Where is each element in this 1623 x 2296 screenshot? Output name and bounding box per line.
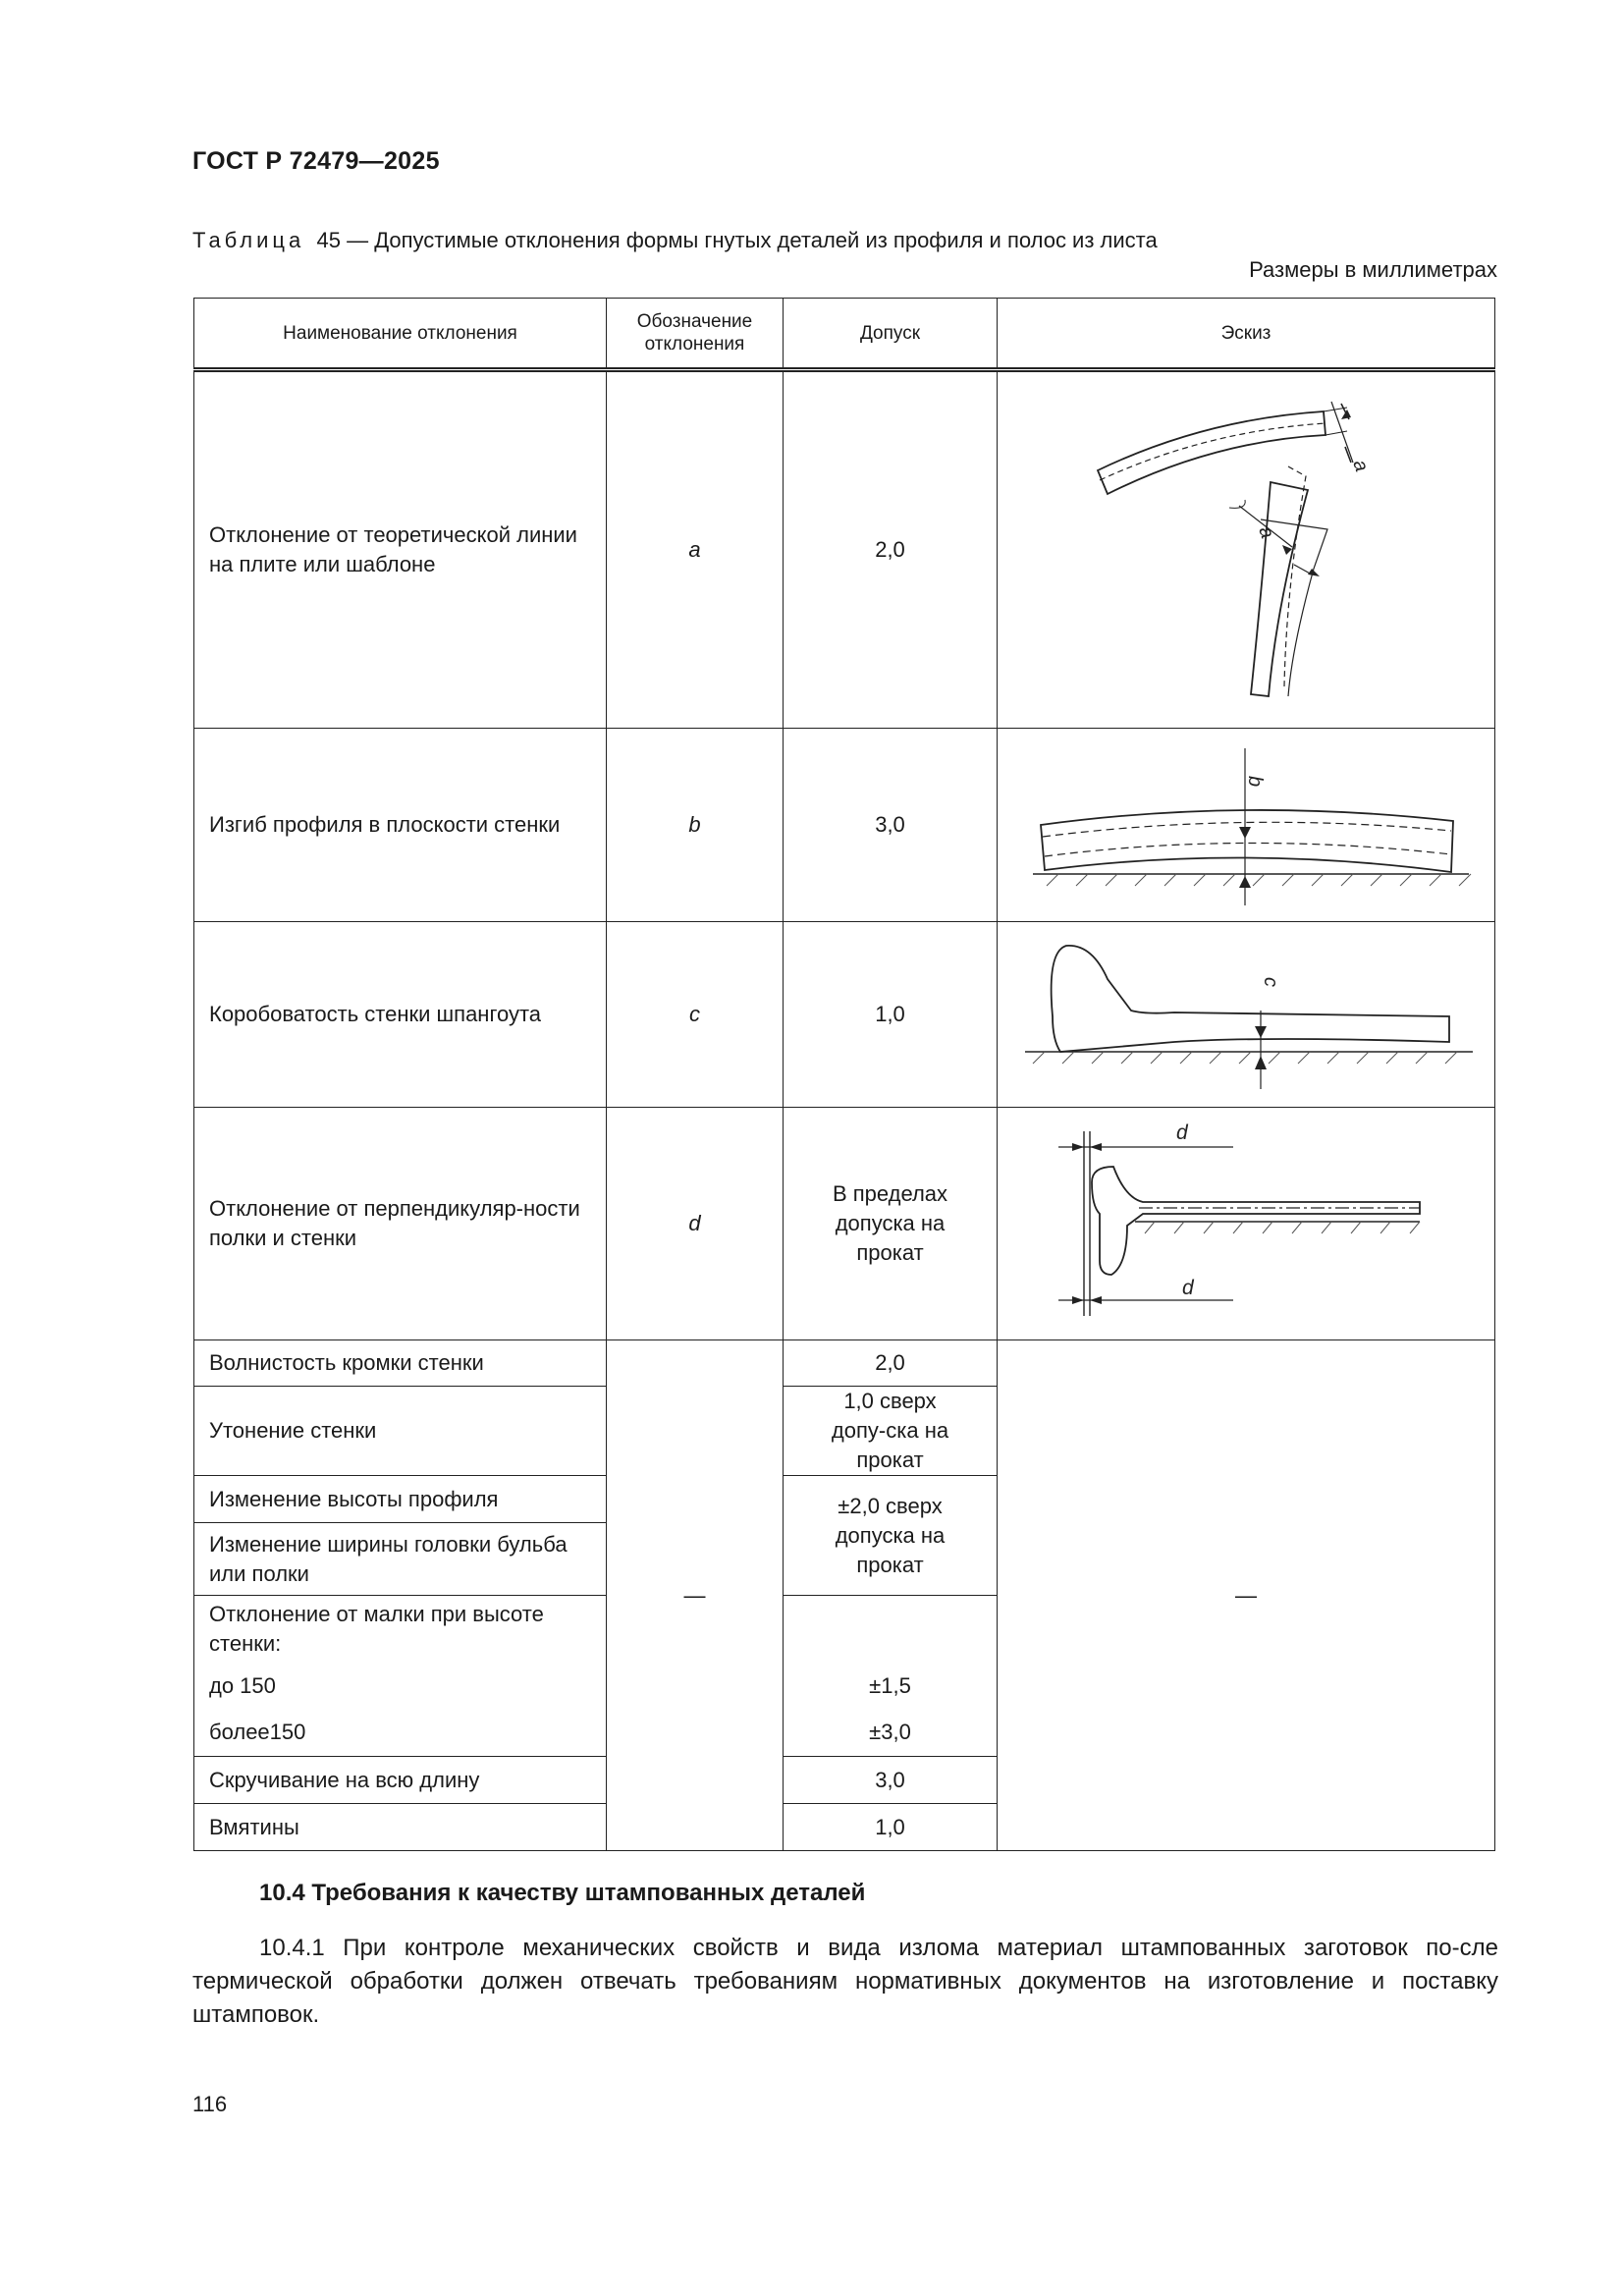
page-number: 116 [192,2092,228,2116]
deviation-subname: более150 [194,1710,607,1757]
deviation-symbol: a [607,370,784,729]
deviation-tolerance: ±1,5 [784,1663,998,1710]
col-header-symbol: Обозначение отклонения [607,299,784,370]
sketch-a [998,370,1495,729]
sketch-b [998,729,1495,922]
sketch-c [998,922,1495,1108]
deviation-name: Вмятины [194,1804,607,1851]
symbol-dash: — [607,1340,784,1851]
deviation-tolerance: 2,0 [784,370,998,729]
deviation-tolerance: 2,0 [784,1340,998,1387]
deviation-name: Изменение ширины головки бульба или полки [194,1523,607,1596]
deviation-symbol: c [607,922,784,1108]
sketch-dash: — [998,1340,1495,1851]
deviation-name: Изгиб профиля в плоскости стенки [194,729,607,922]
body-paragraph: 10.4.1 При контроле механических свойств и вида излома материал штампованных заготовок по-сле термической обработки должен отвечать требованиям нормативных документов на изготовление и поставку штамповок. [192,1935,1498,2028]
sketch-b-drawing [998,729,1492,921]
svg-text:a: a [1254,523,1278,542]
deviation-name: Волнистость кромки стенки [194,1340,607,1387]
svg-text:c: c [1260,977,1281,987]
col-header-tolerance: Допуск [784,299,998,370]
deviation-tolerance: 3,0 [784,729,998,922]
deviation-name: Отклонение от перпендикуляр-ности полки и стенки [194,1108,607,1340]
table-row [194,922,1495,1108]
col-header-name: Наименование отклонения [194,299,607,370]
table-caption: Таблица 45 — Допустимые отклонения формы гнутых деталей из профиля и полос из листа [192,228,1158,252]
deviation-subname: до 150 [194,1663,607,1710]
deviation-tolerance: ±2,0 сверх допуска на прокат [784,1476,998,1596]
table-row [194,1108,1495,1340]
document-header: ГОСТ Р 72479—2025 [192,147,440,175]
deviation-name: Изменение высоты профиля [194,1476,607,1523]
deviation-tolerance: 3,0 [784,1757,998,1804]
deviation-name: Отклонение от малки при высоте стенки: [194,1596,607,1663]
table-row [194,1340,1495,1387]
units-note: Размеры в миллиметрах [1249,257,1497,282]
deviation-tolerance [784,1596,998,1663]
deviation-name: Коробоватость стенки шпангоута [194,922,607,1108]
deviation-symbol: b [607,729,784,922]
deviation-name: Отклонение от теоретической линии на плите или шаблоне [194,370,607,729]
sketch-d [998,1108,1495,1340]
svg-text:d: d [1176,1121,1188,1144]
tolerance-table [193,298,1495,1851]
deviation-tolerance: 1,0 [784,1804,998,1851]
table-row [194,729,1495,922]
svg-text:a: a [1348,457,1373,475]
sketch-d-drawing [998,1108,1492,1339]
svg-text:d: d [1182,1277,1194,1299]
table-header-row [194,299,1495,370]
section-heading: 10.4 Требования к качеству штампованных деталей [259,1880,866,1906]
deviation-tolerance: ±3,0 [784,1710,998,1757]
deviation-tolerance: В пределах допуска на прокат [784,1108,998,1340]
deviation-tolerance: 1,0 сверх допу-ска на прокат [784,1387,998,1476]
deviation-name: Скручивание на всю длину [194,1757,607,1804]
sketch-a-drawing [998,372,1492,728]
deviation-tolerance: 1,0 [784,922,998,1108]
deviation-name: Утонение стенки [194,1387,607,1476]
svg-text:b: b [1244,776,1266,788]
col-header-sketch: Эскиз [998,299,1495,370]
table-row [194,370,1495,729]
deviation-symbol: d [607,1108,784,1340]
sketch-c-drawing [998,922,1492,1107]
